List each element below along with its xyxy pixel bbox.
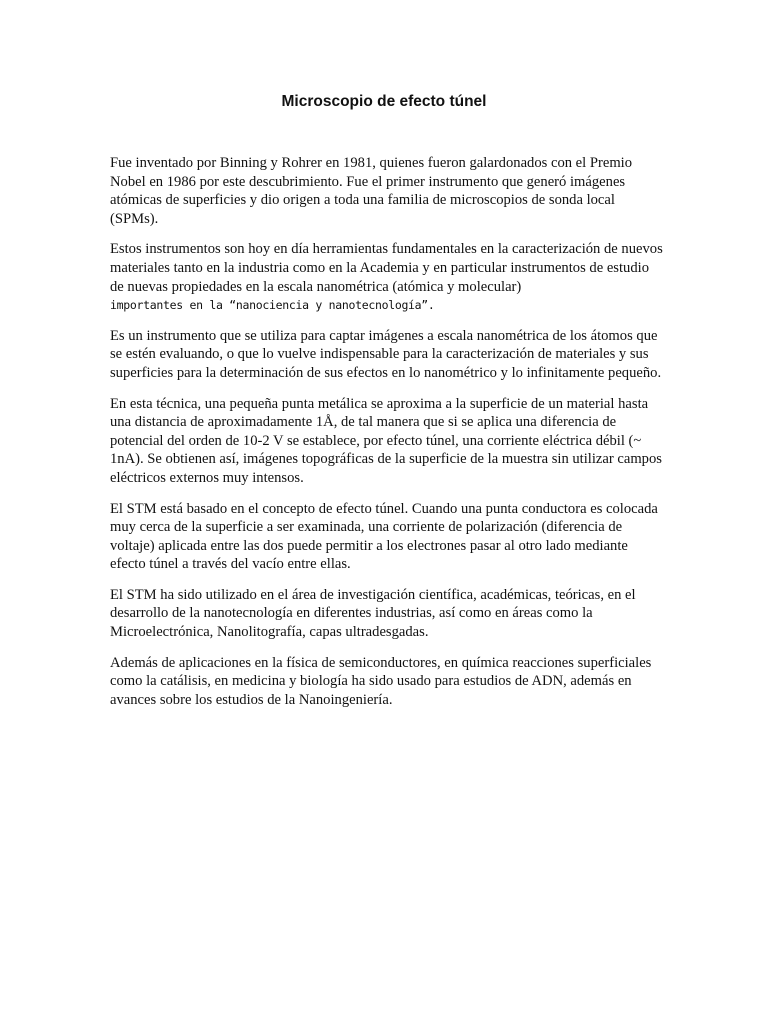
document-body (110, 154, 666, 721)
paragraph-2-tail: importantes en la “nanociencia y nanotecnología”. (110, 298, 435, 313)
paragraph-4: En esta técnica, una pequeña punta metálica se aproxima a la superficie de un material hasta una distancia de aproximadamente 1Å, de tal manera que si se aplica una diferencia de potencial del orden de 10-2 V se establece, por efecto túnel, una corriente eléctrica débil (~ 1nA). Se obtienen así, imágenes topográficas de la superficie de la muestra sin utilizar campos eléctricos externos muy intensos. (110, 395, 662, 486)
paragraph-7: Además de aplicaciones en la física de semiconductores, en química reacciones superficiales como la catálisis, en medicina y biología ha sido usado para estudios de ADN, además en avances sobre los estudios de la Nanoingeniería. (110, 654, 652, 708)
paragraph-5: El STM está basado en el concepto de efecto túnel. Cuando una punta conductora es colocada muy cerca de la superficie a ser examinada, una corriente de polarización (diferencia de voltaje) aplicada entre las dos puede permitir a los electrones pasar al otro lado mediante efecto túnel a través del vacío entre ellas. (110, 500, 658, 573)
paragraph-2 (110, 240, 666, 314)
page-title: Microscopio de efecto túnel (281, 93, 487, 110)
paragraph-2-text: Estos instrumentos son hoy en día herramientas fundamentales en la caracterización de nuevos materiales tanto en la industria como en la Academia y en particular instrumentos de estudio de nuevas propiedades en la escala nanométrica (atómica y molecular) (110, 241, 663, 295)
paragraph-6: El STM ha sido utilizado en el área de investigación científica, académicas, teóricas, en el desarrollo de la nanotecnología en diferentes industrias, así como en áreas como la Microelectrónica, Nanolitografía, capas ultradesgadas. (110, 586, 636, 641)
paragraph-1: Fue inventado por Binning y Rohrer en 1981, quienes fueron galardonados con el Premio Nobel en 1986 por este descubrimiento. Fue el primer instrumento que generó imágenes atómicas de superficies y dio origen a toda una familia de microscopios de sonda local (SPMs). (110, 155, 633, 227)
paragraph-3: Es un instrumento que se utiliza para captar imágenes a escala nanométrica de los átomos que se estén evaluando, o que lo vuelve indispensable para la caracterización de materiales y sus superficies para la determinación de sus efectos en lo nanométrico y lo infinitamente pequeño. (110, 327, 662, 381)
